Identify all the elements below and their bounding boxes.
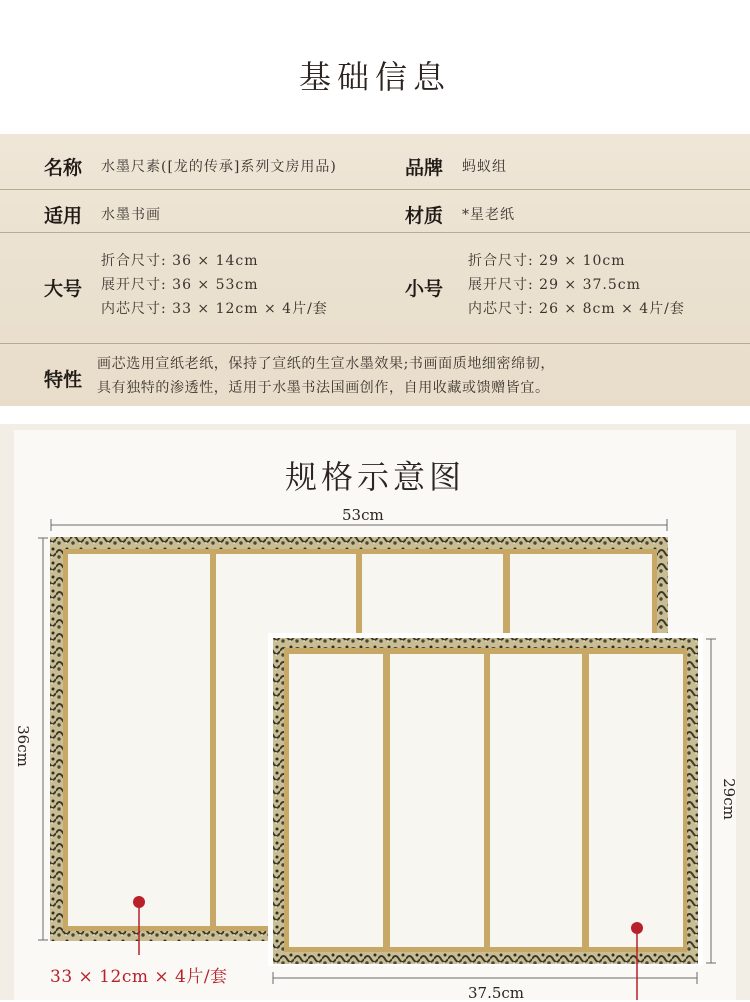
feature-line: 具有独特的渗透性，适用于水墨书法国画创作，自用收藏或馈赠皆宜。 bbox=[97, 380, 550, 396]
use-label: 适用 bbox=[44, 205, 83, 227]
brand-value: 蚂蚁组 bbox=[462, 159, 507, 175]
name-value: 水墨尺素([龙的传承]系列文房用品) bbox=[101, 159, 337, 175]
small-folded-size: 折合尺寸: 29 × 10cm bbox=[468, 253, 626, 269]
small-board bbox=[268, 633, 703, 966]
brand-label: 品牌 bbox=[405, 157, 444, 179]
small-size-label: 小号 bbox=[405, 278, 444, 300]
large-core-size: 内芯尺寸: 33 × 12cm × 4片/套 bbox=[101, 301, 328, 317]
use-value: 水墨书画 bbox=[101, 207, 161, 223]
large-height-label: 36cm bbox=[13, 725, 32, 767]
red-dot-marker bbox=[133, 896, 145, 908]
small-panel bbox=[390, 654, 484, 947]
core-size-annotation: 33 × 12cm × 4片/套 bbox=[50, 967, 228, 987]
diagram-title: 规格示意图 bbox=[284, 458, 465, 496]
small-panel bbox=[589, 654, 683, 947]
large-width-label: 53cm bbox=[342, 506, 384, 524]
small-width-label: 37.5cm bbox=[468, 984, 525, 1002]
small-panel bbox=[490, 654, 582, 947]
small-core-size: 内芯尺寸: 26 × 8cm × 4片/套 bbox=[468, 301, 685, 317]
small-unfolded-size: 展开尺寸: 29 × 37.5cm bbox=[468, 277, 641, 293]
material-label: 材质 bbox=[405, 205, 444, 227]
name-label: 名称 bbox=[44, 157, 83, 179]
large-panel bbox=[68, 554, 210, 926]
page-title: 基础信息 bbox=[298, 58, 451, 96]
red-dot-marker bbox=[631, 922, 643, 934]
material-value: *星老纸 bbox=[462, 207, 515, 223]
small-height-label: 29cm bbox=[719, 778, 738, 820]
feature-line: 画芯选用宣纸老纸，保持了宣纸的生宣水墨效果;书画面质地细密绵韧， bbox=[97, 356, 555, 372]
large-size-label: 大号 bbox=[44, 278, 83, 300]
large-unfolded-size: 展开尺寸: 36 × 53cm bbox=[101, 277, 259, 293]
small-panel bbox=[289, 654, 383, 947]
large-folded-size: 折合尺寸: 36 × 14cm bbox=[101, 253, 259, 269]
feature-label: 特性 bbox=[44, 369, 83, 391]
